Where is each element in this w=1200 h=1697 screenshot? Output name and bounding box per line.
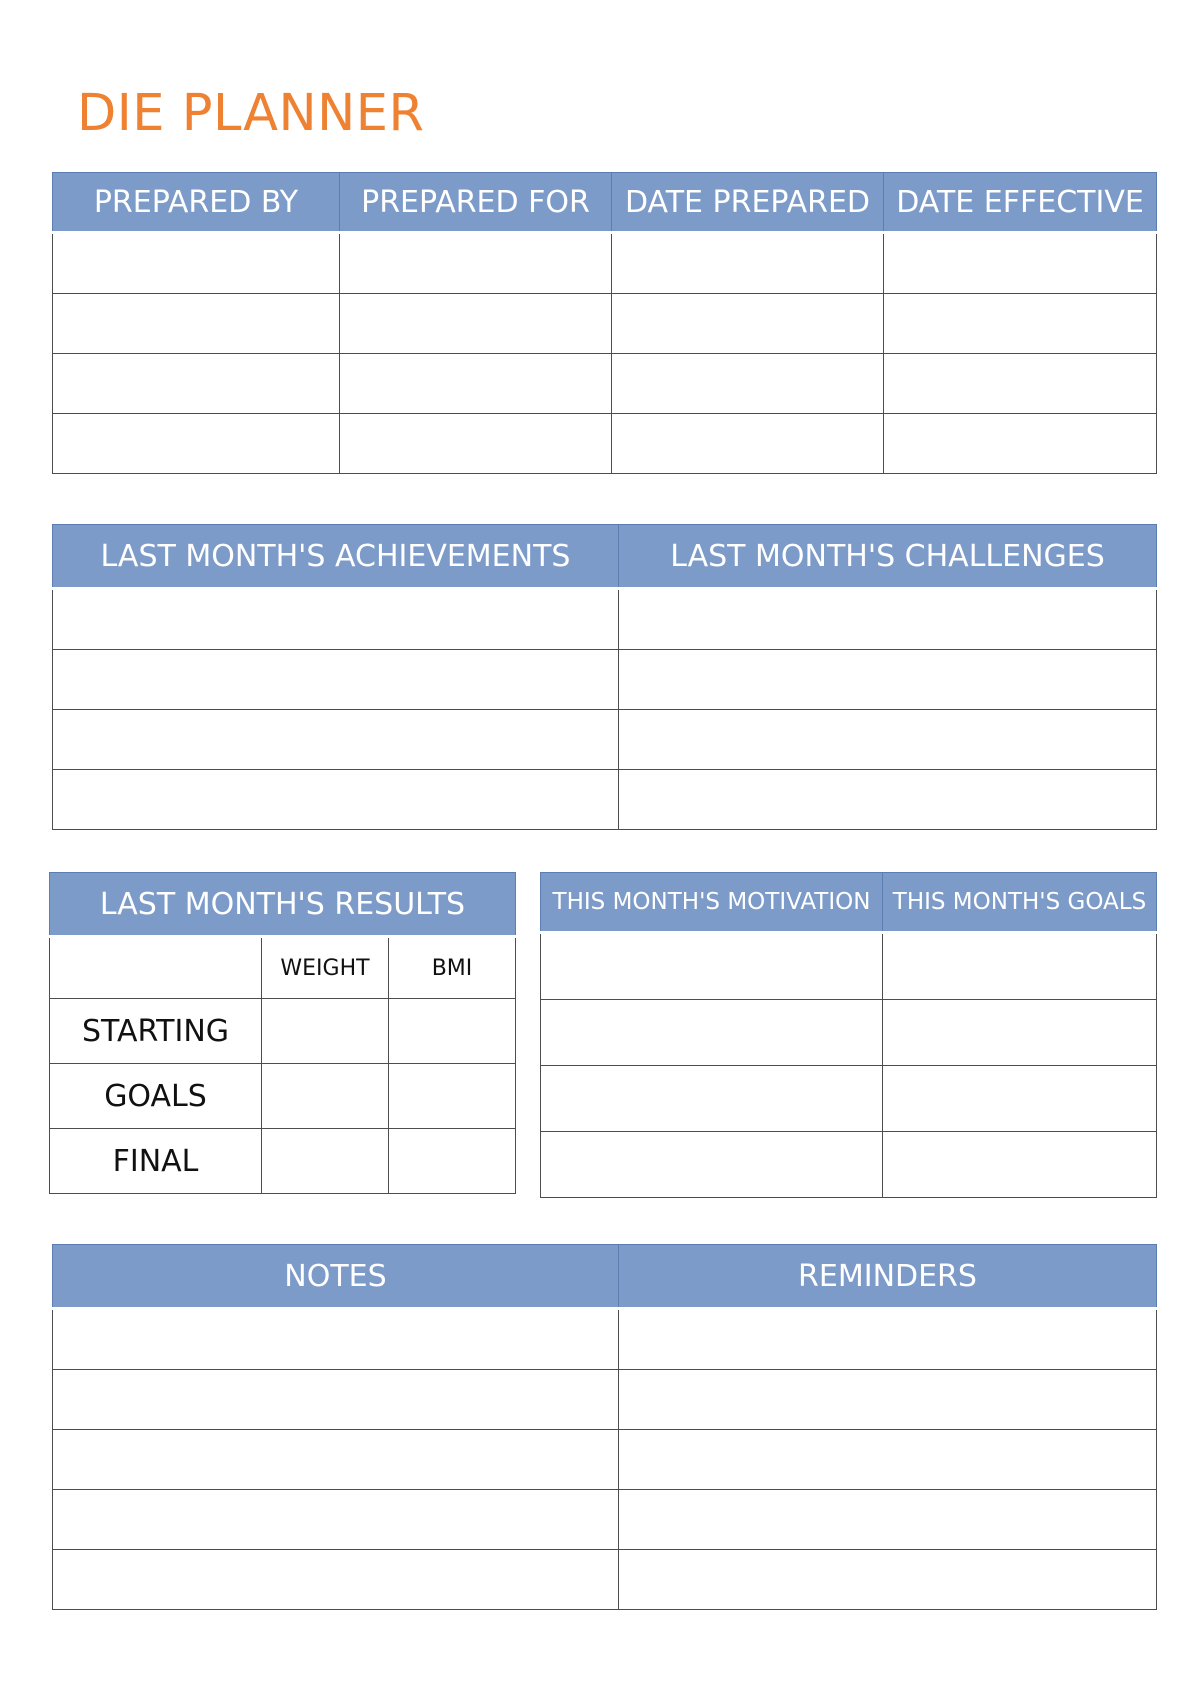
- table-row: [53, 1430, 1157, 1490]
- date-prepared-cell[interactable]: [612, 294, 884, 354]
- challenges-header: LAST MONTH'S CHALLENGES: [619, 525, 1157, 589]
- motivation-cell[interactable]: [541, 933, 883, 1000]
- achievement-cell[interactable]: [53, 710, 619, 770]
- reminder-cell[interactable]: [619, 1430, 1157, 1490]
- table-row: [541, 933, 1157, 1000]
- note-cell[interactable]: [53, 1550, 619, 1610]
- reminder-cell[interactable]: [619, 1550, 1157, 1610]
- challenge-cell[interactable]: [619, 589, 1157, 650]
- prepared-by-cell[interactable]: [53, 233, 340, 294]
- prepared-by-header: PREPARED BY: [53, 173, 340, 233]
- final-row-label: FINAL: [50, 1129, 262, 1194]
- weight-column-label: WEIGHT: [262, 937, 389, 999]
- goals-weight-cell[interactable]: [262, 1064, 389, 1129]
- achievement-cell[interactable]: [53, 589, 619, 650]
- table-row: [50, 999, 516, 1064]
- achievement-cell[interactable]: [53, 770, 619, 830]
- table-row: [50, 1064, 516, 1129]
- table-row: [53, 1490, 1157, 1550]
- table-row: [50, 1129, 516, 1194]
- date-prepared-header: DATE PREPARED: [612, 173, 884, 233]
- prepared-for-header: PREPARED FOR: [340, 173, 612, 233]
- results-header: LAST MONTH'S RESULTS: [50, 873, 516, 937]
- motivation-goals-table: [540, 872, 1157, 1198]
- goals-bmi-cell[interactable]: [389, 1064, 516, 1129]
- achievements-header: LAST MONTH'S ACHIEVEMENTS: [53, 525, 619, 589]
- achievement-cell[interactable]: [53, 650, 619, 710]
- table-row: [541, 1066, 1157, 1132]
- results-corner-cell: [50, 937, 262, 999]
- challenge-cell[interactable]: [619, 650, 1157, 710]
- table-row: [53, 589, 1157, 650]
- table-row: [50, 937, 516, 999]
- goals-header: THIS MONTH'S GOALS: [883, 873, 1157, 933]
- date-prepared-cell[interactable]: [612, 414, 884, 474]
- table-row: [53, 354, 1157, 414]
- date-effective-cell[interactable]: [884, 414, 1157, 474]
- date-effective-header: DATE EFFECTIVE: [884, 173, 1157, 233]
- date-effective-cell[interactable]: [884, 354, 1157, 414]
- reminder-cell[interactable]: [619, 1490, 1157, 1550]
- starting-bmi-cell[interactable]: [389, 999, 516, 1064]
- challenge-cell[interactable]: [619, 710, 1157, 770]
- page-title: DIE PLANNER: [77, 84, 425, 143]
- notes-reminders-table: [52, 1244, 1157, 1610]
- bmi-column-label: BMI: [389, 937, 516, 999]
- reminder-cell[interactable]: [619, 1309, 1157, 1370]
- note-cell[interactable]: [53, 1430, 619, 1490]
- date-prepared-cell[interactable]: [612, 233, 884, 294]
- final-bmi-cell[interactable]: [389, 1129, 516, 1194]
- prepared-for-cell[interactable]: [340, 354, 612, 414]
- goal-cell[interactable]: [883, 1000, 1157, 1066]
- table-row: [53, 1550, 1157, 1610]
- starting-row-label: STARTING: [50, 999, 262, 1064]
- goal-cell[interactable]: [883, 1066, 1157, 1132]
- date-effective-cell[interactable]: [884, 294, 1157, 354]
- table-row: [53, 1370, 1157, 1430]
- prepared-for-cell[interactable]: [340, 233, 612, 294]
- motivation-cell[interactable]: [541, 1132, 883, 1198]
- prepared-by-cell[interactable]: [53, 294, 340, 354]
- challenge-cell[interactable]: [619, 770, 1157, 830]
- goal-cell[interactable]: [883, 933, 1157, 1000]
- note-cell[interactable]: [53, 1370, 619, 1430]
- table-row: [541, 1000, 1157, 1066]
- motivation-cell[interactable]: [541, 1000, 883, 1066]
- table-row: [53, 233, 1157, 294]
- motivation-cell[interactable]: [541, 1066, 883, 1132]
- table-row: [53, 1309, 1157, 1370]
- table-row: [53, 414, 1157, 474]
- achievements-challenges-table: [52, 524, 1157, 830]
- table-row: [53, 294, 1157, 354]
- table-row: [53, 770, 1157, 830]
- motivation-header: THIS MONTH'S MOTIVATION: [541, 873, 883, 933]
- note-cell[interactable]: [53, 1309, 619, 1370]
- prepared-by-cell[interactable]: [53, 354, 340, 414]
- reminders-header: REMINDERS: [619, 1245, 1157, 1309]
- notes-header: NOTES: [53, 1245, 619, 1309]
- table-row: [541, 1132, 1157, 1198]
- starting-weight-cell[interactable]: [262, 999, 389, 1064]
- goal-cell[interactable]: [883, 1132, 1157, 1198]
- reminder-cell[interactable]: [619, 1370, 1157, 1430]
- prepared-for-cell[interactable]: [340, 414, 612, 474]
- prepared-for-cell[interactable]: [340, 294, 612, 354]
- note-cell[interactable]: [53, 1490, 619, 1550]
- table-row: [53, 710, 1157, 770]
- date-effective-cell[interactable]: [884, 233, 1157, 294]
- prepared-by-cell[interactable]: [53, 414, 340, 474]
- results-table: [49, 872, 516, 1194]
- table-row: [53, 650, 1157, 710]
- final-weight-cell[interactable]: [262, 1129, 389, 1194]
- preparation-table: [52, 172, 1157, 474]
- date-prepared-cell[interactable]: [612, 354, 884, 414]
- goals-row-label: GOALS: [50, 1064, 262, 1129]
